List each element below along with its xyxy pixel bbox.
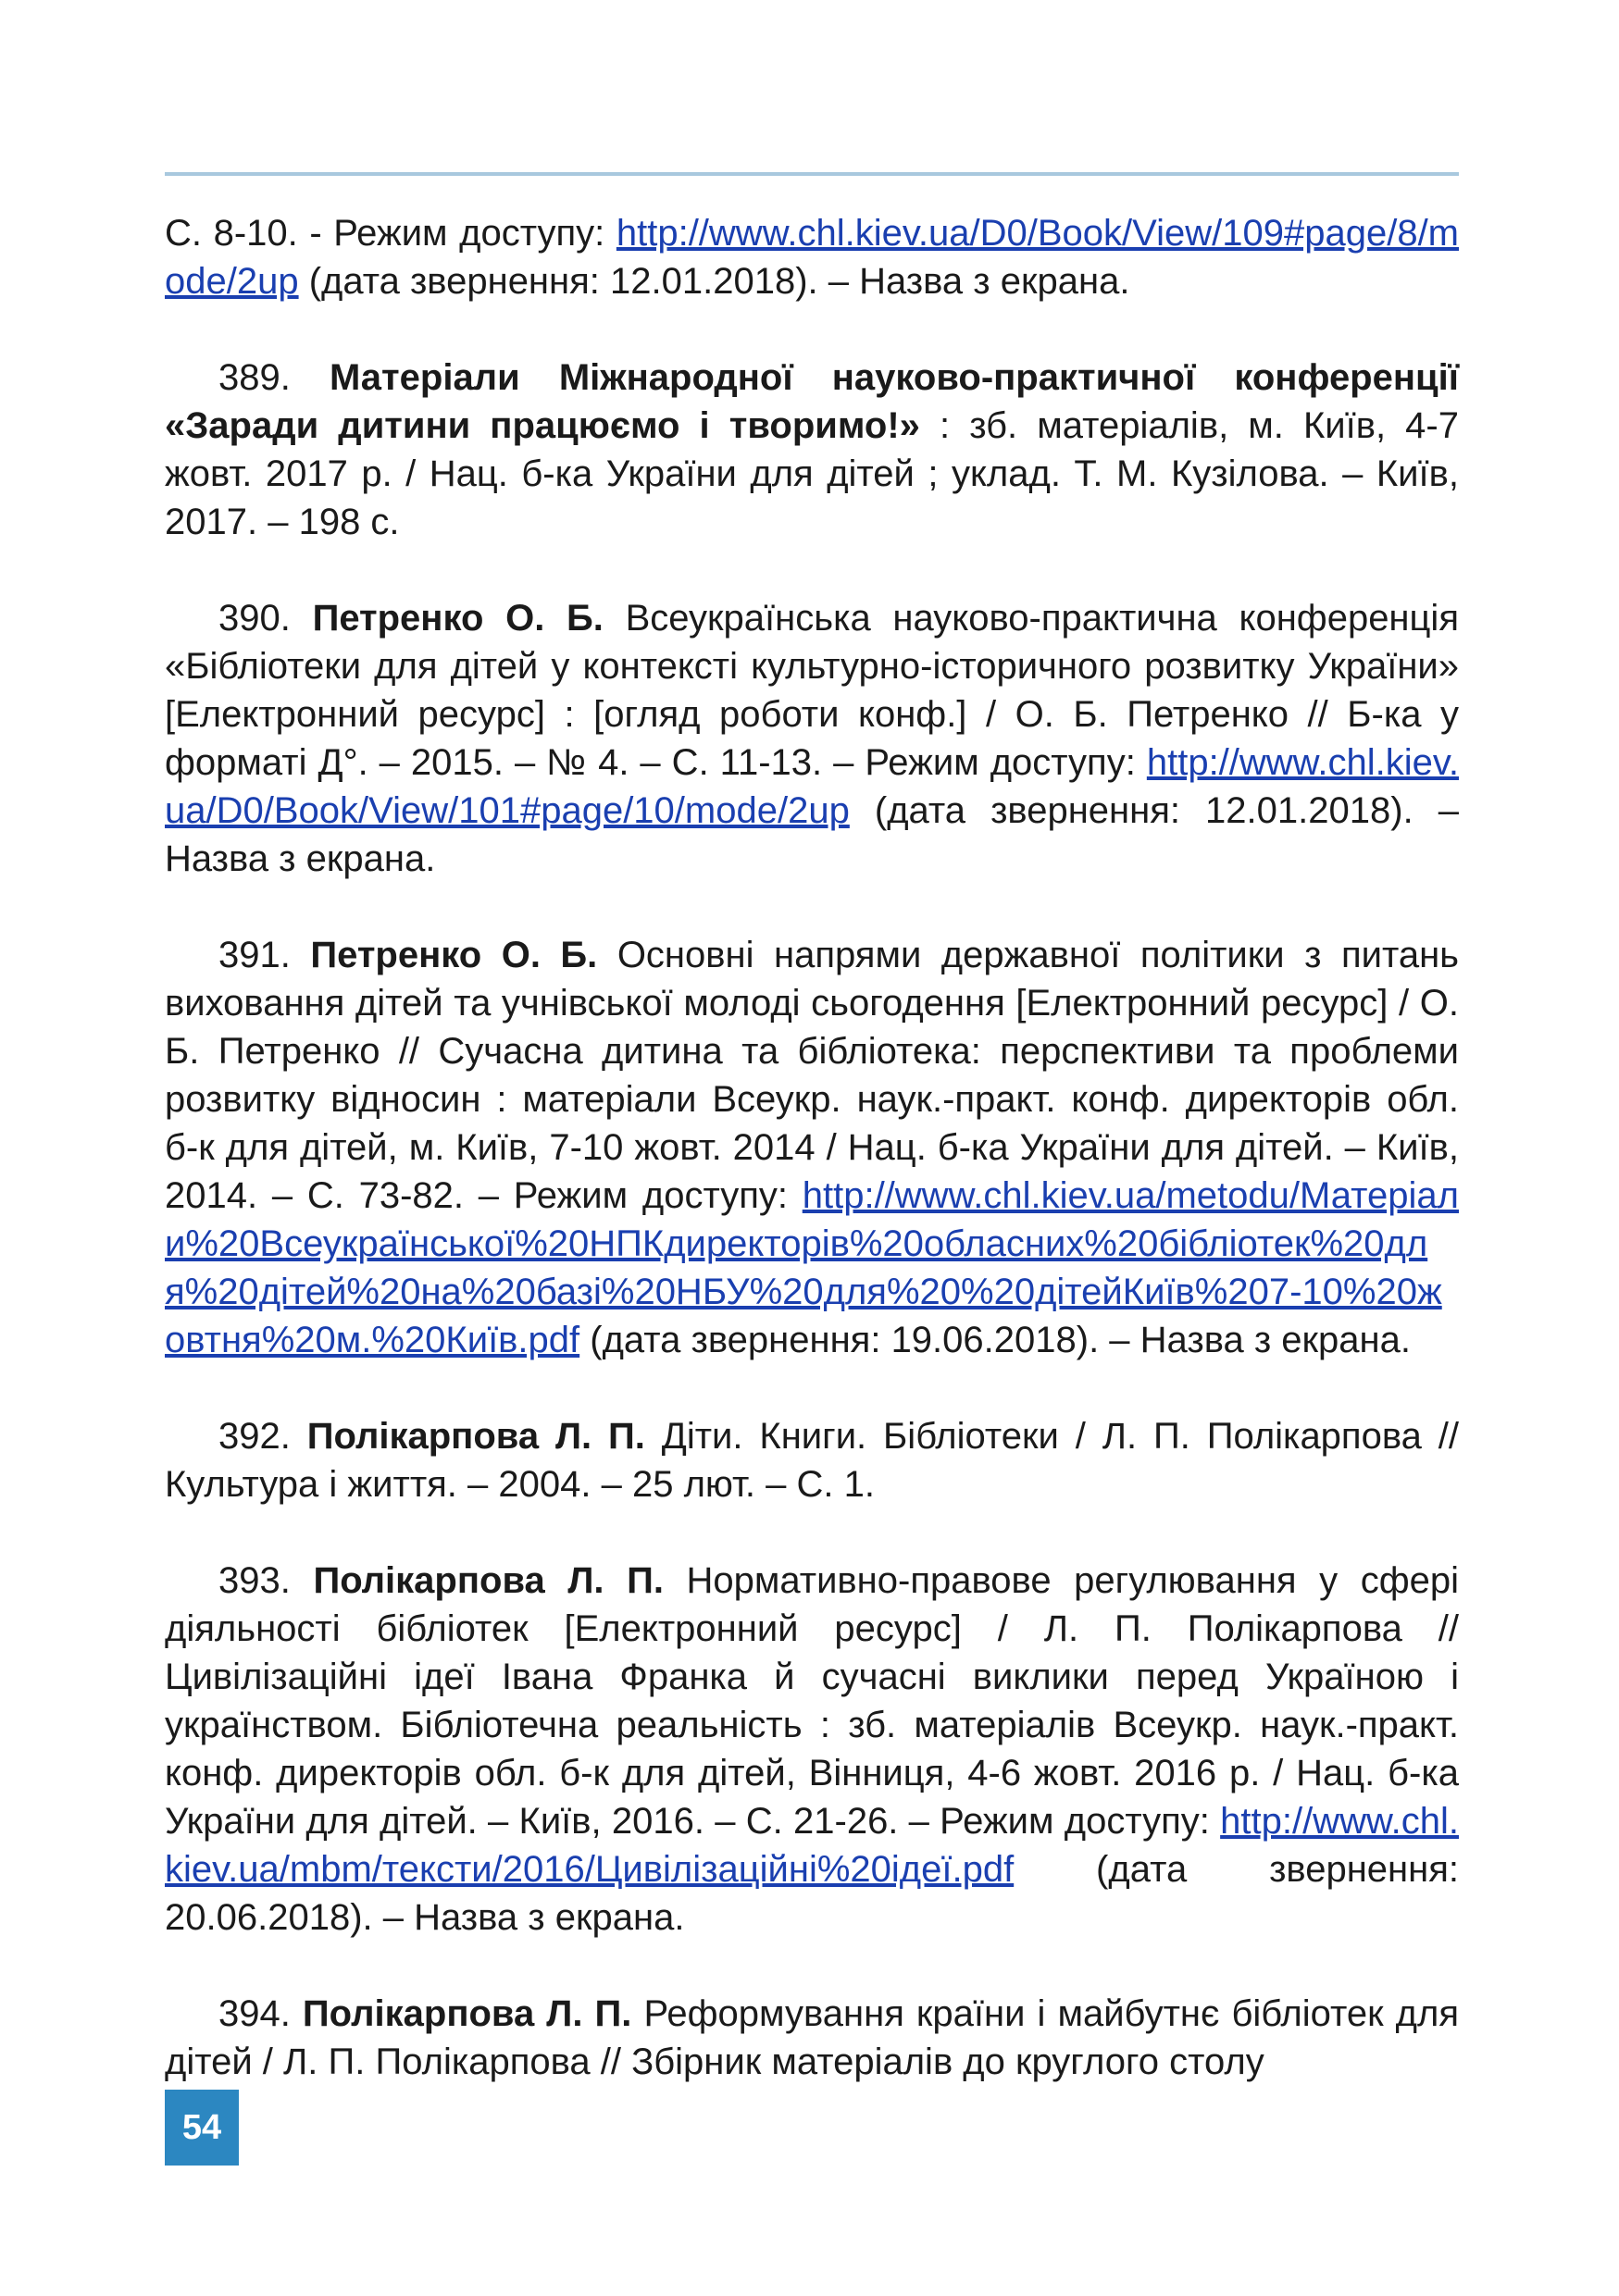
entry-text-after: (дата звернення: 19.06.2018). – Назва з екрана. — [579, 1320, 1411, 1360]
entry-number: 389. — [218, 357, 291, 398]
entry-title: Матеріали Міжнародної науково-практичної конференції «Заради дитини працюємо і творимо!» — [165, 357, 1459, 446]
bibliography-entry-392 — [165, 1412, 1459, 1508]
entry-author: Петренко О. Б. — [312, 598, 604, 639]
entry-author: Полікарпова Л. П. — [313, 1560, 664, 1601]
header-rule — [165, 172, 1459, 176]
page-number-badge: 54 — [165, 2090, 239, 2166]
entry-text: Діти. Книги. Бібліотеки / Л. П. Полікарпова // Культура і життя. – 2004. – 25 лют. – С. 1. — [165, 1416, 1459, 1505]
entry-number: 393. — [218, 1560, 291, 1601]
entry-author: Полікарпова Л. П. — [306, 1416, 645, 1457]
entry-link[interactable]: http://www.chl.kiev.ua/D0/Book/View/109#page/8/mode/2up — [165, 213, 1459, 302]
entry-number: 390. — [218, 598, 291, 639]
entry-author: Полікарпова Л. П. — [302, 1993, 632, 2034]
bibliography-entry-389 — [165, 354, 1459, 546]
entry-link[interactable]: http://www.chl.kiev.ua/metodu/Матеріали%20Всеукраїнської%20НПКдиректорів%20обласних%20бібліотек%20для%20дітей%20на%20базі%20НБУ%20для%20%20дітейКиїв%207-10%20жовтня%20м.%20Київ.pdf — [165, 1175, 1459, 1360]
entry-link[interactable]: http://www.chl.kiev.ua/D0/Book/View/101#page/10/mode/2up — [165, 742, 1459, 831]
bibliography-entry-394 — [165, 1990, 1459, 2086]
entry-text: Нормативно-правове регулювання у сфері діяльності бібліотек [Електронний ресурс] / Л. П. Полікарпова // Цивілізаційні ідеї Івана Франка й сучасні виклики перед Україною і українством. Бібліотечна реальність : зб. матеріалів Всеукр. наук.-практ. конф. директорів обл. б-к для дітей, Вінниця, 4-6 жовт. 2016 р. / Нац. б-ка України для дітей. – Київ, 2016. – С. 21-26. – Режим доступу: — [165, 1560, 1459, 1842]
entry-author: Петренко О. Б. — [310, 935, 598, 975]
entry-text-after: (дата звернення: 12.01.2018). – Назва з екрана. — [298, 261, 1130, 302]
entry-number: 392. — [218, 1416, 291, 1457]
entry-number: 391. — [218, 935, 291, 975]
bibliography-list — [165, 209, 1459, 2134]
entry-text: : зб. матеріалів, м. Київ, 4-7 жовт. 2017 р. / Нац. б-ка України для дітей ; уклад. Т. М. Кузілова. – Київ, 2017. – 198 с. — [165, 405, 1459, 542]
entry-text-after: (дата звернення: 20.06.2018). – Назва з екрана. — [165, 1849, 1459, 1938]
bibliography-entry-393 — [165, 1557, 1459, 1942]
entry-text: С. 8-10. - Режим доступу: — [165, 213, 616, 254]
bibliography-entry-391 — [165, 931, 1459, 1364]
entry-text: Всеукраїнська науково-практична конференція «Бібліотеки для дітей у контексті культурно-історичного розвитку України» [Електронний ресурс] : [огляд роботи конф.] / О. Б. Петренко // Б-ка у форматі Д°. – 2015. – № 4. – С. 11-13. – Режим доступу: — [165, 598, 1459, 783]
entry-text: Основні напрями державної політики з питань виховання дітей та учнівської молоді сьогодення [Електронний ресурс] / О. Б. Петренко // Сучасна дитина та бібліотека: перспективи та проблеми розвитку відносин : матеріали Всеукр. наук.-практ. конф. директорів обл. б-к для дітей, м. Київ, 7-10 жовт. 2014 / Нац. б-ка України для дітей. – Київ, 2014. – С. 73-82. – Режим доступу: — [165, 935, 1460, 1216]
bibliography-entry-continuation — [165, 209, 1459, 305]
entry-text-after: (дата звернення: 12.01.2018). – Назва з екрана. — [165, 790, 1459, 879]
entry-text: Реформування країни і майбутнє бібліотек для дітей / Л. П. Полікарпова // Збірник матеріалів до круглого столу — [165, 1993, 1459, 2082]
entry-link[interactable]: http://www.chl.kiev.ua/mbm/тексти/2016/Цивілізаційні%20ідеї.pdf — [165, 1801, 1459, 1890]
bibliography-entry-390 — [165, 594, 1459, 883]
entry-number: 394. — [218, 1993, 291, 2034]
